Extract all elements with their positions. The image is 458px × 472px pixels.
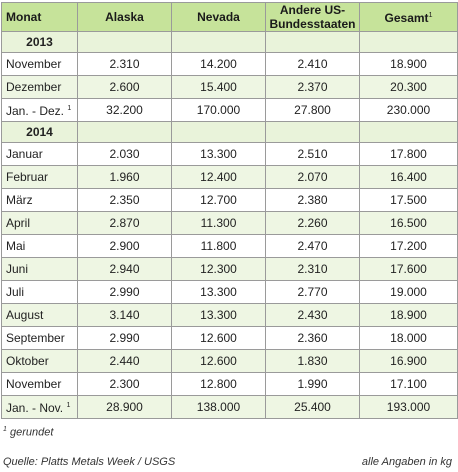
andere-value: 2.430 — [266, 304, 360, 327]
header-gesamt — [360, 3, 458, 32]
table-row — [2, 304, 458, 327]
month-label: Mai — [6, 239, 26, 253]
andere-value: 2.470 — [266, 235, 360, 258]
table-row — [2, 281, 458, 304]
footnote — [3, 426, 53, 439]
month-label: April — [6, 216, 31, 230]
month-footnote-mark: 1 — [67, 105, 72, 112]
month-cell — [2, 281, 78, 304]
table-row — [2, 53, 458, 76]
alaska-value: 2.990 — [78, 327, 172, 350]
gesamt-value: 193.000 — [360, 396, 458, 419]
alaska-value: 2.600 — [78, 76, 172, 99]
month-label: November — [6, 377, 62, 391]
andere-value: 25.400 — [266, 396, 360, 419]
andere-value: 2.310 — [266, 258, 360, 281]
alaska-value: 2.900 — [78, 235, 172, 258]
nevada-value: 13.300 — [172, 281, 266, 304]
year-row-empty-cell — [78, 32, 172, 53]
andere-value: 2.260 — [266, 212, 360, 235]
header-andere-line1: Andere US- — [279, 3, 346, 17]
gesamt-value: 17.600 — [360, 258, 458, 281]
header-andere-line2: Bundesstaaten — [269, 17, 356, 31]
alaska-value: 2.030 — [78, 143, 172, 166]
year-row-empty-cell — [360, 32, 458, 53]
year-row — [2, 32, 458, 53]
gesamt-value: 18.900 — [360, 304, 458, 327]
year-row-empty-cell — [172, 32, 266, 53]
nevada-value: 12.700 — [172, 189, 266, 212]
year-label: 2014 — [2, 122, 78, 143]
month-label: November — [6, 57, 62, 71]
alaska-value: 2.310 — [78, 53, 172, 76]
gesamt-value: 17.800 — [360, 143, 458, 166]
year-row — [2, 122, 458, 143]
nevada-value: 12.600 — [172, 327, 266, 350]
month-cell — [2, 99, 78, 122]
andere-value: 1.830 — [266, 350, 360, 373]
month-label: Jan. - Nov. — [6, 401, 64, 415]
header-monat: Monat — [2, 3, 78, 32]
gesamt-value: 19.000 — [360, 281, 458, 304]
nevada-value: 170.000 — [172, 99, 266, 122]
year-row-empty-cell — [172, 122, 266, 143]
nevada-value: 15.400 — [172, 76, 266, 99]
gesamt-value: 17.500 — [360, 189, 458, 212]
andere-value: 2.770 — [266, 281, 360, 304]
gesamt-value: 17.100 — [360, 373, 458, 396]
year-row-empty-cell — [360, 122, 458, 143]
table-row — [2, 350, 458, 373]
header-row — [2, 3, 458, 32]
alaska-value: 2.990 — [78, 281, 172, 304]
month-label: Dezember — [6, 80, 62, 94]
nevada-value: 138.000 — [172, 396, 266, 419]
gesamt-value: 16.400 — [360, 166, 458, 189]
month-cell — [2, 396, 78, 419]
table-body — [2, 32, 458, 419]
table-row — [2, 76, 458, 99]
gesamt-value: 18.000 — [360, 327, 458, 350]
gold-production-table — [1, 2, 458, 419]
footnote-mark: 1 — [3, 426, 7, 433]
alaska-value: 2.940 — [78, 258, 172, 281]
month-cell — [2, 53, 78, 76]
month-cell — [2, 235, 78, 258]
table-row — [2, 396, 458, 419]
gesamt-value: 16.500 — [360, 212, 458, 235]
header-gesamt-footnote-mark: 1 — [428, 12, 433, 19]
nevada-value: 11.300 — [172, 212, 266, 235]
units-note: alle Angaben in kg — [361, 456, 452, 468]
month-cell — [2, 212, 78, 235]
andere-value: 2.510 — [266, 143, 360, 166]
table-row — [2, 327, 458, 350]
gesamt-value: 20.300 — [360, 76, 458, 99]
andere-value: 2.070 — [266, 166, 360, 189]
header-gesamt-label: Gesamt — [384, 11, 429, 25]
andere-value: 2.370 — [266, 76, 360, 99]
alaska-value: 2.300 — [78, 373, 172, 396]
table-row — [2, 235, 458, 258]
month-label: Oktober — [6, 354, 49, 368]
table-row — [2, 166, 458, 189]
nevada-value: 13.300 — [172, 304, 266, 327]
month-label: März — [6, 193, 33, 207]
table-row — [2, 189, 458, 212]
table-row — [2, 143, 458, 166]
table-row — [2, 258, 458, 281]
andere-value: 1.990 — [266, 373, 360, 396]
table-row — [2, 99, 458, 122]
month-cell — [2, 327, 78, 350]
month-cell — [2, 373, 78, 396]
nevada-value: 12.400 — [172, 166, 266, 189]
month-footnote-mark: 1 — [66, 402, 71, 409]
source-note: Quelle: Platts Metals Week / USGS — [3, 456, 176, 468]
month-cell — [2, 304, 78, 327]
andere-value: 2.380 — [266, 189, 360, 212]
month-label: Februar — [6, 170, 49, 184]
header-alaska: Alaska — [78, 3, 172, 32]
year-row-empty-cell — [266, 122, 360, 143]
alaska-value: 2.870 — [78, 212, 172, 235]
month-cell — [2, 350, 78, 373]
alaska-value: 3.140 — [78, 304, 172, 327]
month-label: Juli — [6, 285, 25, 299]
month-cell — [2, 166, 78, 189]
nevada-value: 13.300 — [172, 143, 266, 166]
month-cell — [2, 143, 78, 166]
andere-value: 27.800 — [266, 99, 360, 122]
month-label: Januar — [6, 147, 43, 161]
footnote-text: gerundet — [9, 426, 54, 439]
gesamt-value: 16.900 — [360, 350, 458, 373]
alaska-value: 32.200 — [78, 99, 172, 122]
alaska-value: 2.350 — [78, 189, 172, 212]
alaska-value: 1.960 — [78, 166, 172, 189]
month-cell — [2, 189, 78, 212]
year-row-empty-cell — [78, 122, 172, 143]
alaska-value: 28.900 — [78, 396, 172, 419]
month-label: Jan. - Dez. — [6, 104, 65, 118]
alaska-value: 2.440 — [78, 350, 172, 373]
gesamt-value: 17.200 — [360, 235, 458, 258]
month-cell — [2, 76, 78, 99]
year-label: 2013 — [2, 32, 78, 53]
month-label: September — [6, 331, 65, 345]
andere-value: 2.360 — [266, 327, 360, 350]
nevada-value: 14.200 — [172, 53, 266, 76]
nevada-value: 12.800 — [172, 373, 266, 396]
table-row — [2, 373, 458, 396]
table-row — [2, 212, 458, 235]
nevada-value: 12.300 — [172, 258, 266, 281]
table-header — [2, 3, 458, 32]
month-cell — [2, 258, 78, 281]
month-label: Juni — [6, 262, 29, 276]
andere-value: 2.410 — [266, 53, 360, 76]
gesamt-value: 18.900 — [360, 53, 458, 76]
gesamt-value: 230.000 — [360, 99, 458, 122]
nevada-value: 12.600 — [172, 350, 266, 373]
header-nevada: Nevada — [172, 3, 266, 32]
nevada-value: 11.800 — [172, 235, 266, 258]
header-andere-bundesstaaten — [266, 3, 360, 32]
year-row-empty-cell — [266, 32, 360, 53]
month-label: August — [6, 308, 44, 322]
